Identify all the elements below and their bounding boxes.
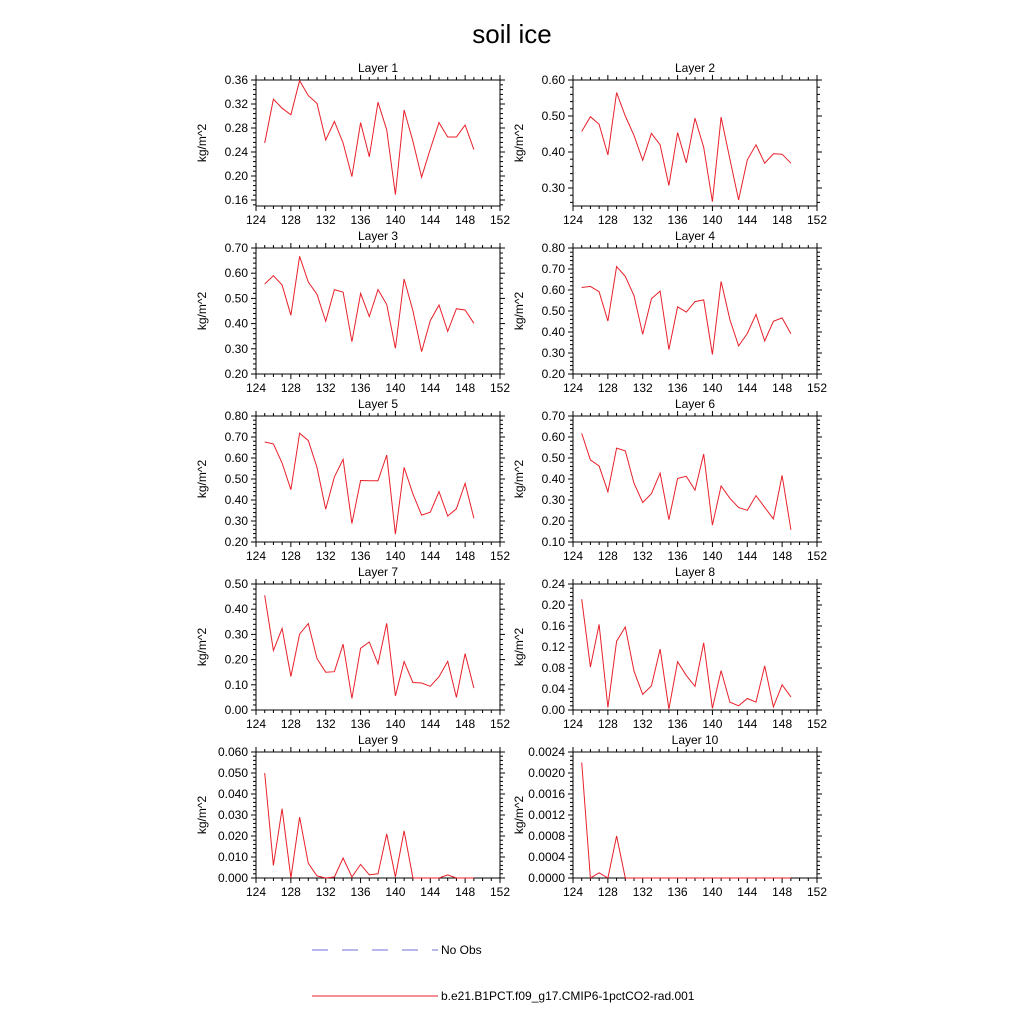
series-line <box>265 773 474 878</box>
x-tick-label: 128 <box>597 381 618 395</box>
x-tick-label: 152 <box>489 885 511 899</box>
x-tick-label: 132 <box>315 885 336 899</box>
y-tick-label: 0.70 <box>541 262 565 276</box>
y-tick-label: 0.40 <box>224 602 248 617</box>
panel-layer-10 <box>512 733 827 899</box>
y-tick-label: 0.24 <box>541 577 565 591</box>
y-tick-label: 0.40 <box>541 472 565 486</box>
x-tick-label: 152 <box>806 549 828 563</box>
plot-frame <box>256 752 500 878</box>
x-tick-label: 152 <box>806 717 828 731</box>
x-tick-label: 124 <box>562 549 584 563</box>
x-tick-label: 148 <box>455 381 476 395</box>
y-tick-label: 0.00 <box>541 703 565 717</box>
x-tick-label: 136 <box>350 549 371 563</box>
x-tick-label: 124 <box>245 381 267 395</box>
y-tick-label: 0.0000 <box>528 871 565 885</box>
series-line <box>582 93 791 202</box>
y-tick-label: 0.30 <box>224 514 248 528</box>
x-tick-label: 140 <box>702 381 723 395</box>
x-tick-label: 152 <box>489 717 511 731</box>
x-tick-label: 136 <box>350 213 371 227</box>
y-tick-label: 0.50 <box>224 291 248 306</box>
x-tick-label: 132 <box>315 213 336 227</box>
x-tick-label: 140 <box>385 213 406 227</box>
panel-title: Layer 4 <box>674 229 716 243</box>
plot-frame <box>256 248 500 374</box>
x-tick-label: 132 <box>632 885 653 899</box>
y-tick-label: 0.80 <box>224 409 248 423</box>
x-tick-label: 140 <box>385 885 406 899</box>
y-tick-label: 0.020 <box>217 829 248 843</box>
y-tick-label: 0.30 <box>541 493 565 507</box>
x-tick-label: 124 <box>562 381 584 395</box>
y-tick-label: 0.0004 <box>528 850 565 864</box>
plot-frame <box>256 584 500 710</box>
y-tick-label: 0.20 <box>224 535 248 549</box>
y-axis-label: kg/m^2 <box>512 291 526 331</box>
y-tick-label: 0.08 <box>541 661 565 675</box>
x-tick-label: 124 <box>562 885 584 899</box>
y-tick-label: 0.0008 <box>528 829 565 843</box>
panel-title: Layer 7 <box>357 565 399 579</box>
plot-frame <box>256 80 500 206</box>
y-tick-label: 0.40 <box>224 316 248 331</box>
x-tick-label: 124 <box>245 717 267 731</box>
y-tick-label: 0.60 <box>224 266 248 281</box>
y-tick-label: 0.0020 <box>528 766 565 780</box>
panel-title: Layer 6 <box>674 397 716 411</box>
series-line <box>265 433 474 534</box>
y-tick-label: 0.60 <box>541 430 565 444</box>
y-tick-label: 0.40 <box>541 145 565 159</box>
x-tick-label: 128 <box>597 885 618 899</box>
y-tick-label: 0.04 <box>541 682 565 696</box>
x-tick-label: 140 <box>385 717 406 731</box>
x-tick-label: 148 <box>455 885 476 899</box>
x-tick-label: 152 <box>489 213 511 227</box>
y-tick-label: 0.60 <box>224 451 248 465</box>
y-tick-label: 0.30 <box>541 181 565 195</box>
panel-layer-1 <box>195 61 510 227</box>
panel-title: Layer 8 <box>674 565 716 579</box>
x-tick-label: 140 <box>702 885 723 899</box>
y-tick-label: 0.040 <box>217 787 248 801</box>
x-tick-label: 144 <box>420 213 441 227</box>
y-tick-label: 0.12 <box>541 640 565 654</box>
x-tick-label: 140 <box>702 549 723 563</box>
x-tick-label: 132 <box>632 213 653 227</box>
x-tick-label: 132 <box>315 381 336 395</box>
y-tick-label: 0.70 <box>224 430 248 444</box>
panel-layer-7 <box>195 565 510 731</box>
x-tick-label: 148 <box>455 717 476 731</box>
panel-layer-8 <box>512 565 827 731</box>
legend-label-no-obs: No Obs <box>441 943 482 957</box>
x-tick-label: 132 <box>632 717 653 731</box>
x-tick-label: 144 <box>737 717 758 731</box>
x-tick-label: 132 <box>315 717 336 731</box>
y-tick-label: 0.10 <box>541 535 565 549</box>
y-tick-label: 0.50 <box>541 451 565 465</box>
x-tick-label: 124 <box>562 717 584 731</box>
series-line <box>582 599 791 709</box>
x-tick-label: 144 <box>420 549 441 563</box>
y-tick-label: 0.16 <box>541 619 565 633</box>
panel-title: Layer 2 <box>674 61 716 75</box>
y-tick-label: 0.80 <box>541 241 565 255</box>
y-tick-label: 0.20 <box>224 367 248 381</box>
y-tick-label: 0.32 <box>224 97 248 111</box>
y-tick-label: 0.28 <box>224 121 248 135</box>
x-tick-label: 136 <box>667 549 688 563</box>
x-tick-label: 140 <box>385 549 406 563</box>
y-axis-label: kg/m^2 <box>512 795 526 835</box>
y-tick-label: 0.50 <box>224 472 248 486</box>
legend <box>312 943 695 1003</box>
panel-layer-6 <box>512 397 827 563</box>
y-tick-label: 0.30 <box>224 627 248 642</box>
x-tick-label: 128 <box>597 213 618 227</box>
x-tick-label: 132 <box>315 549 336 563</box>
y-tick-label: 0.50 <box>541 304 565 318</box>
y-tick-label: 0.20 <box>541 367 565 381</box>
series-line <box>582 433 791 529</box>
x-tick-label: 140 <box>702 717 723 731</box>
x-tick-label: 136 <box>667 213 688 227</box>
y-tick-label: 0.60 <box>541 73 565 87</box>
panel-title: Layer 9 <box>357 733 399 747</box>
x-tick-label: 144 <box>420 885 441 899</box>
x-tick-label: 148 <box>455 549 476 563</box>
y-tick-label: 0.30 <box>541 346 565 360</box>
y-tick-label: 0.36 <box>224 73 248 87</box>
x-tick-label: 140 <box>385 381 406 395</box>
x-tick-label: 136 <box>350 885 371 899</box>
x-tick-label: 152 <box>489 381 511 395</box>
x-tick-label: 144 <box>420 381 441 395</box>
y-tick-label: 0.50 <box>541 109 565 123</box>
x-tick-label: 136 <box>667 381 688 395</box>
y-tick-label: 0.20 <box>224 169 248 183</box>
x-tick-label: 144 <box>420 717 441 731</box>
panel-layer-4 <box>512 229 827 395</box>
x-tick-label: 128 <box>280 885 301 899</box>
panel-title: Layer 5 <box>357 397 399 411</box>
x-tick-label: 148 <box>772 717 793 731</box>
y-tick-label: 0.20 <box>541 598 565 612</box>
x-tick-label: 136 <box>350 717 371 731</box>
x-tick-label: 148 <box>772 213 793 227</box>
series-line <box>265 595 474 698</box>
x-tick-label: 128 <box>280 381 301 395</box>
x-tick-label: 124 <box>562 213 584 227</box>
panel-layer-9 <box>195 733 510 899</box>
panel-layer-5 <box>195 397 510 563</box>
x-tick-label: 136 <box>350 381 371 395</box>
panel-layer-2 <box>512 61 827 227</box>
y-tick-label: 0.000 <box>217 871 248 885</box>
x-tick-label: 136 <box>667 717 688 731</box>
x-tick-label: 132 <box>632 549 653 563</box>
y-tick-label: 0.60 <box>541 283 565 297</box>
y-tick-label: 0.16 <box>224 193 248 207</box>
y-tick-label: 0.30 <box>224 341 248 356</box>
x-tick-label: 132 <box>632 381 653 395</box>
x-tick-label: 128 <box>280 549 301 563</box>
x-tick-label: 124 <box>245 549 267 563</box>
y-tick-label: 0.050 <box>217 766 248 780</box>
y-tick-label: 0.0012 <box>528 808 565 822</box>
y-tick-label: 0.0024 <box>528 745 565 759</box>
y-tick-label: 0.70 <box>541 409 565 423</box>
y-axis-label: kg/m^2 <box>195 459 209 499</box>
panel-layer-3 <box>195 229 510 395</box>
y-axis-label: kg/m^2 <box>195 627 209 667</box>
y-tick-label: 0.010 <box>217 850 248 864</box>
y-tick-label: 0.030 <box>217 808 248 822</box>
y-axis-label: kg/m^2 <box>512 459 526 499</box>
x-tick-label: 136 <box>667 885 688 899</box>
y-axis-label: kg/m^2 <box>512 123 526 163</box>
y-tick-label: 0.060 <box>217 745 248 759</box>
y-tick-label: 0.00 <box>224 703 248 717</box>
x-tick-label: 148 <box>772 381 793 395</box>
y-tick-label: 0.24 <box>224 145 248 159</box>
y-axis-label: kg/m^2 <box>512 627 526 667</box>
panel-title: Layer 3 <box>357 229 399 243</box>
series-line <box>582 763 791 879</box>
x-tick-label: 152 <box>489 549 511 563</box>
x-tick-label: 128 <box>280 213 301 227</box>
x-tick-label: 124 <box>245 213 267 227</box>
x-tick-label: 144 <box>737 549 758 563</box>
y-tick-label: 0.20 <box>541 514 565 528</box>
series-line <box>265 256 474 351</box>
y-tick-label: 0.40 <box>224 493 248 507</box>
y-tick-label: 0.10 <box>224 677 248 692</box>
x-tick-label: 128 <box>597 717 618 731</box>
panel-title: Layer 1 <box>357 61 399 75</box>
y-tick-label: 0.50 <box>224 577 248 591</box>
panels <box>195 61 827 899</box>
y-tick-label: 0.0016 <box>528 787 565 801</box>
x-tick-label: 128 <box>280 717 301 731</box>
x-tick-label: 152 <box>806 213 828 227</box>
y-axis-label: kg/m^2 <box>195 795 209 835</box>
y-tick-label: 0.70 <box>224 241 248 255</box>
series-line <box>265 81 474 195</box>
figure-title: soil ice <box>472 19 552 49</box>
x-tick-label: 124 <box>245 885 267 899</box>
x-tick-label: 144 <box>737 381 758 395</box>
series-line <box>582 267 791 355</box>
x-tick-label: 148 <box>455 213 476 227</box>
plot-frame <box>573 752 817 878</box>
x-tick-label: 148 <box>772 885 793 899</box>
y-tick-label: 0.40 <box>541 325 565 339</box>
x-tick-label: 152 <box>806 885 828 899</box>
x-tick-label: 144 <box>737 213 758 227</box>
x-tick-label: 148 <box>772 549 793 563</box>
x-tick-label: 128 <box>597 549 618 563</box>
panel-title: Layer 10 <box>671 733 719 747</box>
legend-label-model: b.e21.B1PCT.f09_g17.CMIP6-1pctCO2-rad.001 <box>441 989 695 1003</box>
y-axis-label: kg/m^2 <box>195 291 209 331</box>
x-tick-label: 144 <box>737 885 758 899</box>
y-axis-label: kg/m^2 <box>195 123 209 163</box>
y-tick-label: 0.20 <box>224 652 248 667</box>
x-tick-label: 152 <box>806 381 828 395</box>
x-tick-label: 140 <box>702 213 723 227</box>
plot-frame <box>573 416 817 542</box>
